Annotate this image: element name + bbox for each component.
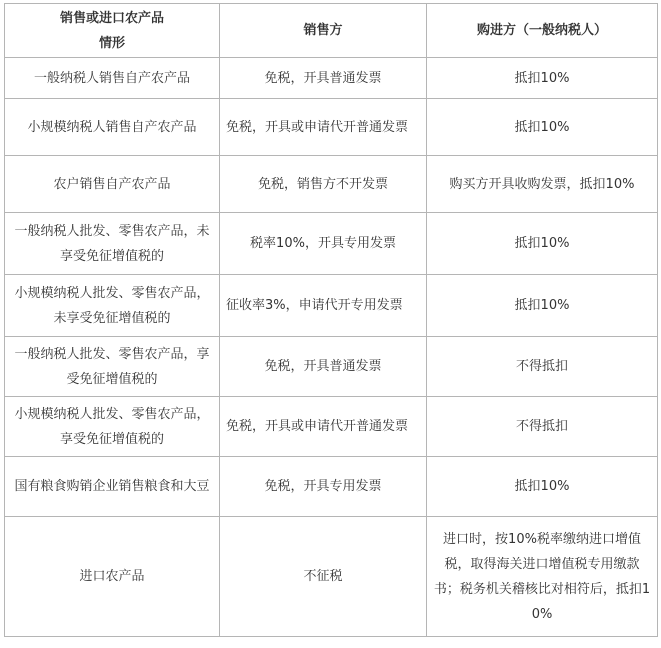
cell-seller: 不征税 [220,517,427,637]
table-row [5,337,658,397]
cell-seller: 税率10%，开具专用发票 [220,213,427,275]
cell-situation: 一般纳税人批发、零售农产品，未享受免征增值税的 [5,213,220,275]
header-buyer: 购进方（一般纳税人） [427,4,658,58]
cell-situation: 农户销售自产农产品 [5,156,220,213]
cell-situation: 一般纳税人批发、零售农产品，享受免征增值税的 [5,337,220,397]
header-situation-line2: 情形 [98,35,125,51]
cell-seller: 免税，开具普通发票 [220,337,427,397]
header-situation [5,4,220,58]
header-situation-line1: 销售或进口农产品 [59,10,164,26]
cell-situation: 进口农产品 [5,517,220,637]
table-row [5,457,658,517]
cell-buyer: 进口时，按10%税率缴纳进口增值税，取得海关进口增值税专用缴款书；税务机关稽核比对相符后，抵扣10% [427,517,658,637]
cell-situation: 小规模纳税人销售自产农产品 [5,99,220,156]
cell-buyer: 抵扣10% [427,275,658,337]
cell-seller: 免税，开具专用发票 [220,457,427,517]
table-row [5,213,658,275]
table-row [5,58,658,99]
cell-buyer: 不得抵扣 [427,337,658,397]
vat-agricultural-products-table [4,3,658,637]
cell-buyer: 抵扣10% [427,99,658,156]
table-row [5,156,658,213]
cell-seller: 免税，开具或申请代开普通发票 [220,99,427,156]
cell-situation: 国有粮食购销企业销售粮食和大豆 [5,457,220,517]
cell-buyer: 购买方开具收购发票，抵扣10% [427,156,658,213]
table-row [5,397,658,457]
header-seller: 销售方 [220,4,427,58]
cell-buyer: 抵扣10% [427,58,658,99]
cell-seller: 征收率3%，申请代开专用发票 [220,275,427,337]
cell-situation: 小规模纳税人批发、零售农产品，享受免征增值税的 [5,397,220,457]
cell-seller: 免税，开具或申请代开普通发票 [220,397,427,457]
table-header-row [5,4,658,58]
cell-seller: 免税，销售方不开发票 [220,156,427,213]
cell-buyer: 抵扣10% [427,213,658,275]
cell-seller: 免税，开具普通发票 [220,58,427,99]
table-row [5,99,658,156]
table-row [5,275,658,337]
cell-buyer: 抵扣10% [427,457,658,517]
cell-situation: 一般纳税人销售自产农产品 [5,58,220,99]
table-row [5,517,658,637]
cell-situation: 小规模纳税人批发、零售农产品，未享受免征增值税的 [5,275,220,337]
cell-buyer: 不得抵扣 [427,397,658,457]
